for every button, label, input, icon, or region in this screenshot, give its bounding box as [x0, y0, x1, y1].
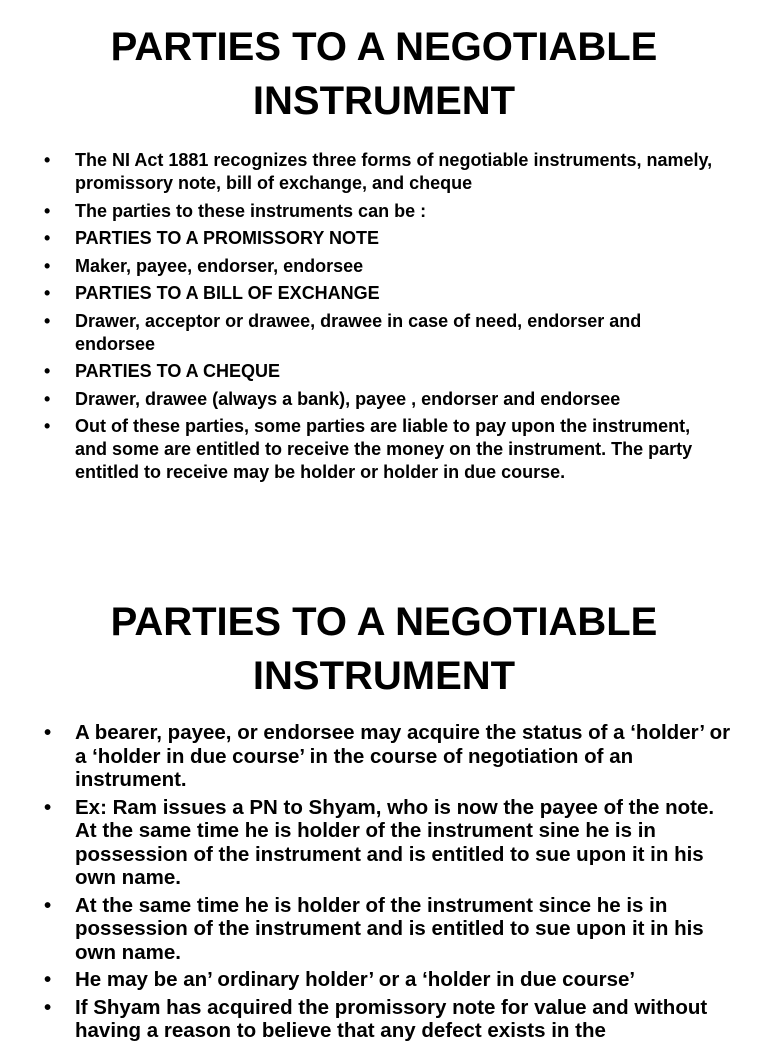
bullet-text: A bearer, payee, or endorsee may acquire the status of a ‘holder’ or a ‘holder in due course’ in the course of negotiation of an instrument.	[75, 721, 731, 791]
bullet-text: He may be an’ ordinary holder’ or a ‘holder in due course’	[75, 968, 636, 991]
bullet-item	[44, 282, 725, 305]
bullet-item	[44, 893, 740, 965]
bullet-item	[44, 968, 740, 992]
bullet-icon: •	[44, 228, 51, 248]
bullet-icon: •	[44, 721, 52, 744]
bullet-icon: •	[44, 150, 51, 170]
bullet-item	[44, 255, 725, 278]
bullet-icon: •	[44, 255, 51, 276]
bullet-icon: •	[44, 388, 51, 409]
bullet-text: Drawer, acceptor or drawee, drawee in case of need, endorser and endorsee	[75, 310, 642, 354]
slide-1	[0, 0, 768, 489]
bullet-icon: •	[44, 361, 51, 381]
bullet-text: Out of these parties, some parties are liable to pay upon the instrument, and some are entitled to receive the money on the instrument. The party entitled to receive may be holder or holder in due course.	[75, 416, 693, 482]
bullet-icon: •	[44, 416, 51, 436]
bullet-item	[44, 227, 725, 250]
bullet-list	[44, 149, 725, 484]
bullet-text: At the same time he is holder of the instrument since he is in possession of the instrument and is entitled to sue upon it in his own name.	[75, 893, 704, 964]
bullet-icon: •	[44, 995, 52, 1019]
title-line-1: PARTIES TO A NEGOTIABLE	[110, 600, 658, 644]
title-line-2: INSTRUMENT	[252, 654, 516, 698]
slide-2	[0, 575, 768, 1047]
bullet-text: PARTIES TO A PROMISSORY NOTE	[75, 228, 380, 248]
bullet-item	[44, 149, 725, 195]
bullet-text: The parties to these instruments can be :	[75, 200, 427, 221]
title-line-2: INSTRUMENT	[252, 79, 516, 123]
bullet-item	[44, 388, 725, 411]
bullet-item	[44, 795, 740, 890]
bullet-item	[44, 310, 725, 356]
bullet-icon: •	[44, 283, 51, 303]
bullet-text: PARTIES TO A BILL OF EXCHANGE	[75, 283, 380, 303]
bullet-text: Ex: Ram issues a PN to Shyam, who is now the payee of the note. At the same time he is holder of the instrument sine he is in possession of the instrument and is entitled to sue upon it in his own name.	[75, 795, 715, 889]
bullet-item	[44, 360, 725, 383]
bullet-item	[44, 721, 740, 792]
bullet-text: If Shyam has acquired the promissory note for value and without having a reason to believe that any defect exists in the	[75, 995, 708, 1042]
bullet-icon: •	[44, 893, 52, 917]
bullet-icon: •	[44, 795, 52, 819]
slide-title	[0, 575, 768, 703]
bullet-icon: •	[44, 968, 52, 991]
bullet-list	[44, 721, 740, 1043]
bullet-item	[44, 200, 725, 223]
bullet-text: Maker, payee, endorser, endorsee	[75, 255, 364, 276]
bullet-text: PARTIES TO A CHEQUE	[75, 361, 281, 381]
bullet-item	[44, 415, 725, 484]
bullet-item	[44, 995, 740, 1043]
title-line-1: PARTIES TO A NEGOTIABLE	[110, 25, 658, 69]
bullet-text: Drawer, drawee (always a bank), payee , endorser and endorsee	[75, 388, 621, 409]
bullet-icon: •	[44, 310, 51, 331]
bullet-icon: •	[44, 200, 51, 221]
bullet-text: The NI Act 1881 recognizes three forms of negotiable instruments, namely, promissory note, bill of exchange, and cheque	[75, 150, 713, 193]
slide-title	[0, 0, 768, 128]
